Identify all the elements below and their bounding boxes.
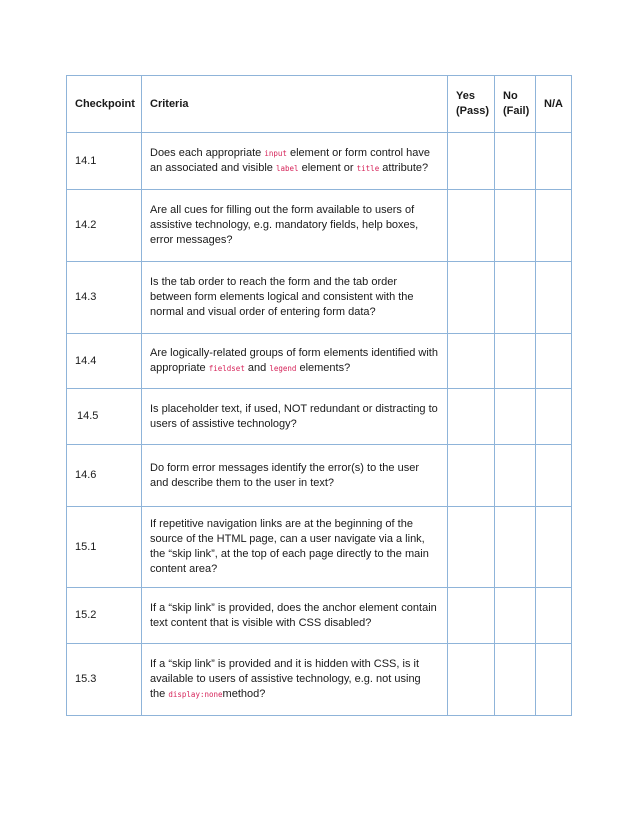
table-row <box>67 133 572 190</box>
accessibility-checklist-table <box>66 75 572 716</box>
criteria-cell <box>142 588 448 644</box>
criteria-text: Are all cues for filling out the form available to users of assistive technology, e.g. mandatory fields, help boxes, error messages? <box>150 204 419 246</box>
criteria-cell <box>142 445 448 507</box>
yes-pass-cell[interactable] <box>448 445 495 507</box>
criteria-cell <box>142 334 448 389</box>
no-fail-cell[interactable] <box>495 507 536 588</box>
table-row <box>67 507 572 588</box>
checkpoint-cell: 14.3 <box>67 262 142 334</box>
table-row <box>67 334 572 389</box>
criteria-text: Is the tab order to reach the form and the tab order between form elements logical and consistent with the normal and visual order of entering form data? <box>150 276 414 318</box>
header-criteria: Criteria <box>142 76 448 133</box>
no-fail-cell[interactable] <box>495 445 536 507</box>
no-fail-cell[interactable] <box>495 644 536 716</box>
na-cell[interactable] <box>536 644 572 716</box>
checkpoint-cell: 15.1 <box>67 507 142 588</box>
no-fail-cell[interactable] <box>495 389 536 445</box>
criteria-text: element or <box>298 162 357 174</box>
checkpoint-cell: 14.2 <box>67 190 142 262</box>
criteria-cell <box>142 190 448 262</box>
table-header-row <box>67 76 572 133</box>
yes-pass-cell[interactable] <box>448 389 495 445</box>
na-cell[interactable] <box>536 507 572 588</box>
header-no-fail <box>495 76 536 133</box>
code-snippet: title <box>356 164 380 173</box>
table-row <box>67 190 572 262</box>
na-cell[interactable] <box>536 588 572 644</box>
no-fail-cell[interactable] <box>495 334 536 389</box>
criteria-text: Does each appropriate <box>150 147 265 159</box>
yes-pass-cell[interactable] <box>448 334 495 389</box>
na-cell[interactable] <box>536 190 572 262</box>
criteria-text: If a “skip link” is provided, does the anchor element contain text content that is visible with CSS disabled? <box>150 601 437 629</box>
header-yes-pass <box>448 76 495 133</box>
header-yes-label: Yes <box>456 90 475 102</box>
criteria-text: If a “skip link” is provided and it is hidden with CSS, is it available to users of assistive technology, e.g. not using the <box>150 658 421 700</box>
code-snippet: fieldset <box>208 364 245 373</box>
no-fail-cell[interactable] <box>495 190 536 262</box>
criteria-text: Are logically-related groups of form elements identified with appropriate <box>150 347 438 374</box>
header-no-label: No <box>503 90 518 102</box>
table-row <box>67 644 572 716</box>
no-fail-cell[interactable] <box>495 262 536 334</box>
criteria-text: Is placeholder text, if used, NOT redundant or distracting to users of assistive technology? <box>150 402 438 430</box>
yes-pass-cell[interactable] <box>448 262 495 334</box>
code-snippet: legend <box>269 364 297 373</box>
yes-pass-cell[interactable] <box>448 588 495 644</box>
na-cell[interactable] <box>536 389 572 445</box>
criteria-cell <box>142 133 448 190</box>
criteria-text: If repetitive navigation links are at the beginning of the source of the HTML page, can a user navigate via a link, the “skip link”, at the top of each page directly to the main content area? <box>150 518 429 575</box>
criteria-cell <box>142 262 448 334</box>
code-snippet: input <box>264 149 287 158</box>
checkpoint-cell: 14.5 <box>67 389 142 445</box>
criteria-text: Do form error messages identify the error(s) to the user and describe them to the user in text? <box>150 461 419 489</box>
criteria-text: and <box>244 362 270 374</box>
criteria-cell <box>142 644 448 716</box>
yes-pass-cell[interactable] <box>448 507 495 588</box>
yes-pass-cell[interactable] <box>448 190 495 262</box>
table-row <box>67 389 572 445</box>
na-cell[interactable] <box>536 445 572 507</box>
yes-pass-cell[interactable] <box>448 133 495 190</box>
checkpoint-cell: 14.4 <box>67 334 142 389</box>
code-snippet: label <box>275 164 299 173</box>
table-row <box>67 445 572 507</box>
criteria-text: attribute? <box>379 162 429 174</box>
checkpoint-cell: 14.6 <box>67 445 142 507</box>
criteria-cell <box>142 507 448 588</box>
checkpoint-cell: 15.3 <box>67 644 142 716</box>
code-snippet: display:none <box>168 690 223 699</box>
table-row <box>67 262 572 334</box>
no-fail-cell[interactable] <box>495 588 536 644</box>
na-cell[interactable] <box>536 262 572 334</box>
criteria-text: element or form control have an associated and visible <box>150 147 431 174</box>
na-cell[interactable] <box>536 334 572 389</box>
header-na: N/A <box>536 76 572 133</box>
na-cell[interactable] <box>536 133 572 190</box>
yes-pass-cell[interactable] <box>448 644 495 716</box>
criteria-text: elements? <box>296 362 351 374</box>
table-row <box>67 588 572 644</box>
checkpoint-cell: 14.1 <box>67 133 142 190</box>
no-fail-cell[interactable] <box>495 133 536 190</box>
criteria-cell <box>142 389 448 445</box>
criteria-text: method? <box>222 688 266 700</box>
header-pass-label: (Pass) <box>456 105 490 117</box>
header-checkpoint: Checkpoint <box>67 76 142 133</box>
header-fail-label: (Fail) <box>503 105 530 117</box>
checkpoint-cell: 15.2 <box>67 588 142 644</box>
